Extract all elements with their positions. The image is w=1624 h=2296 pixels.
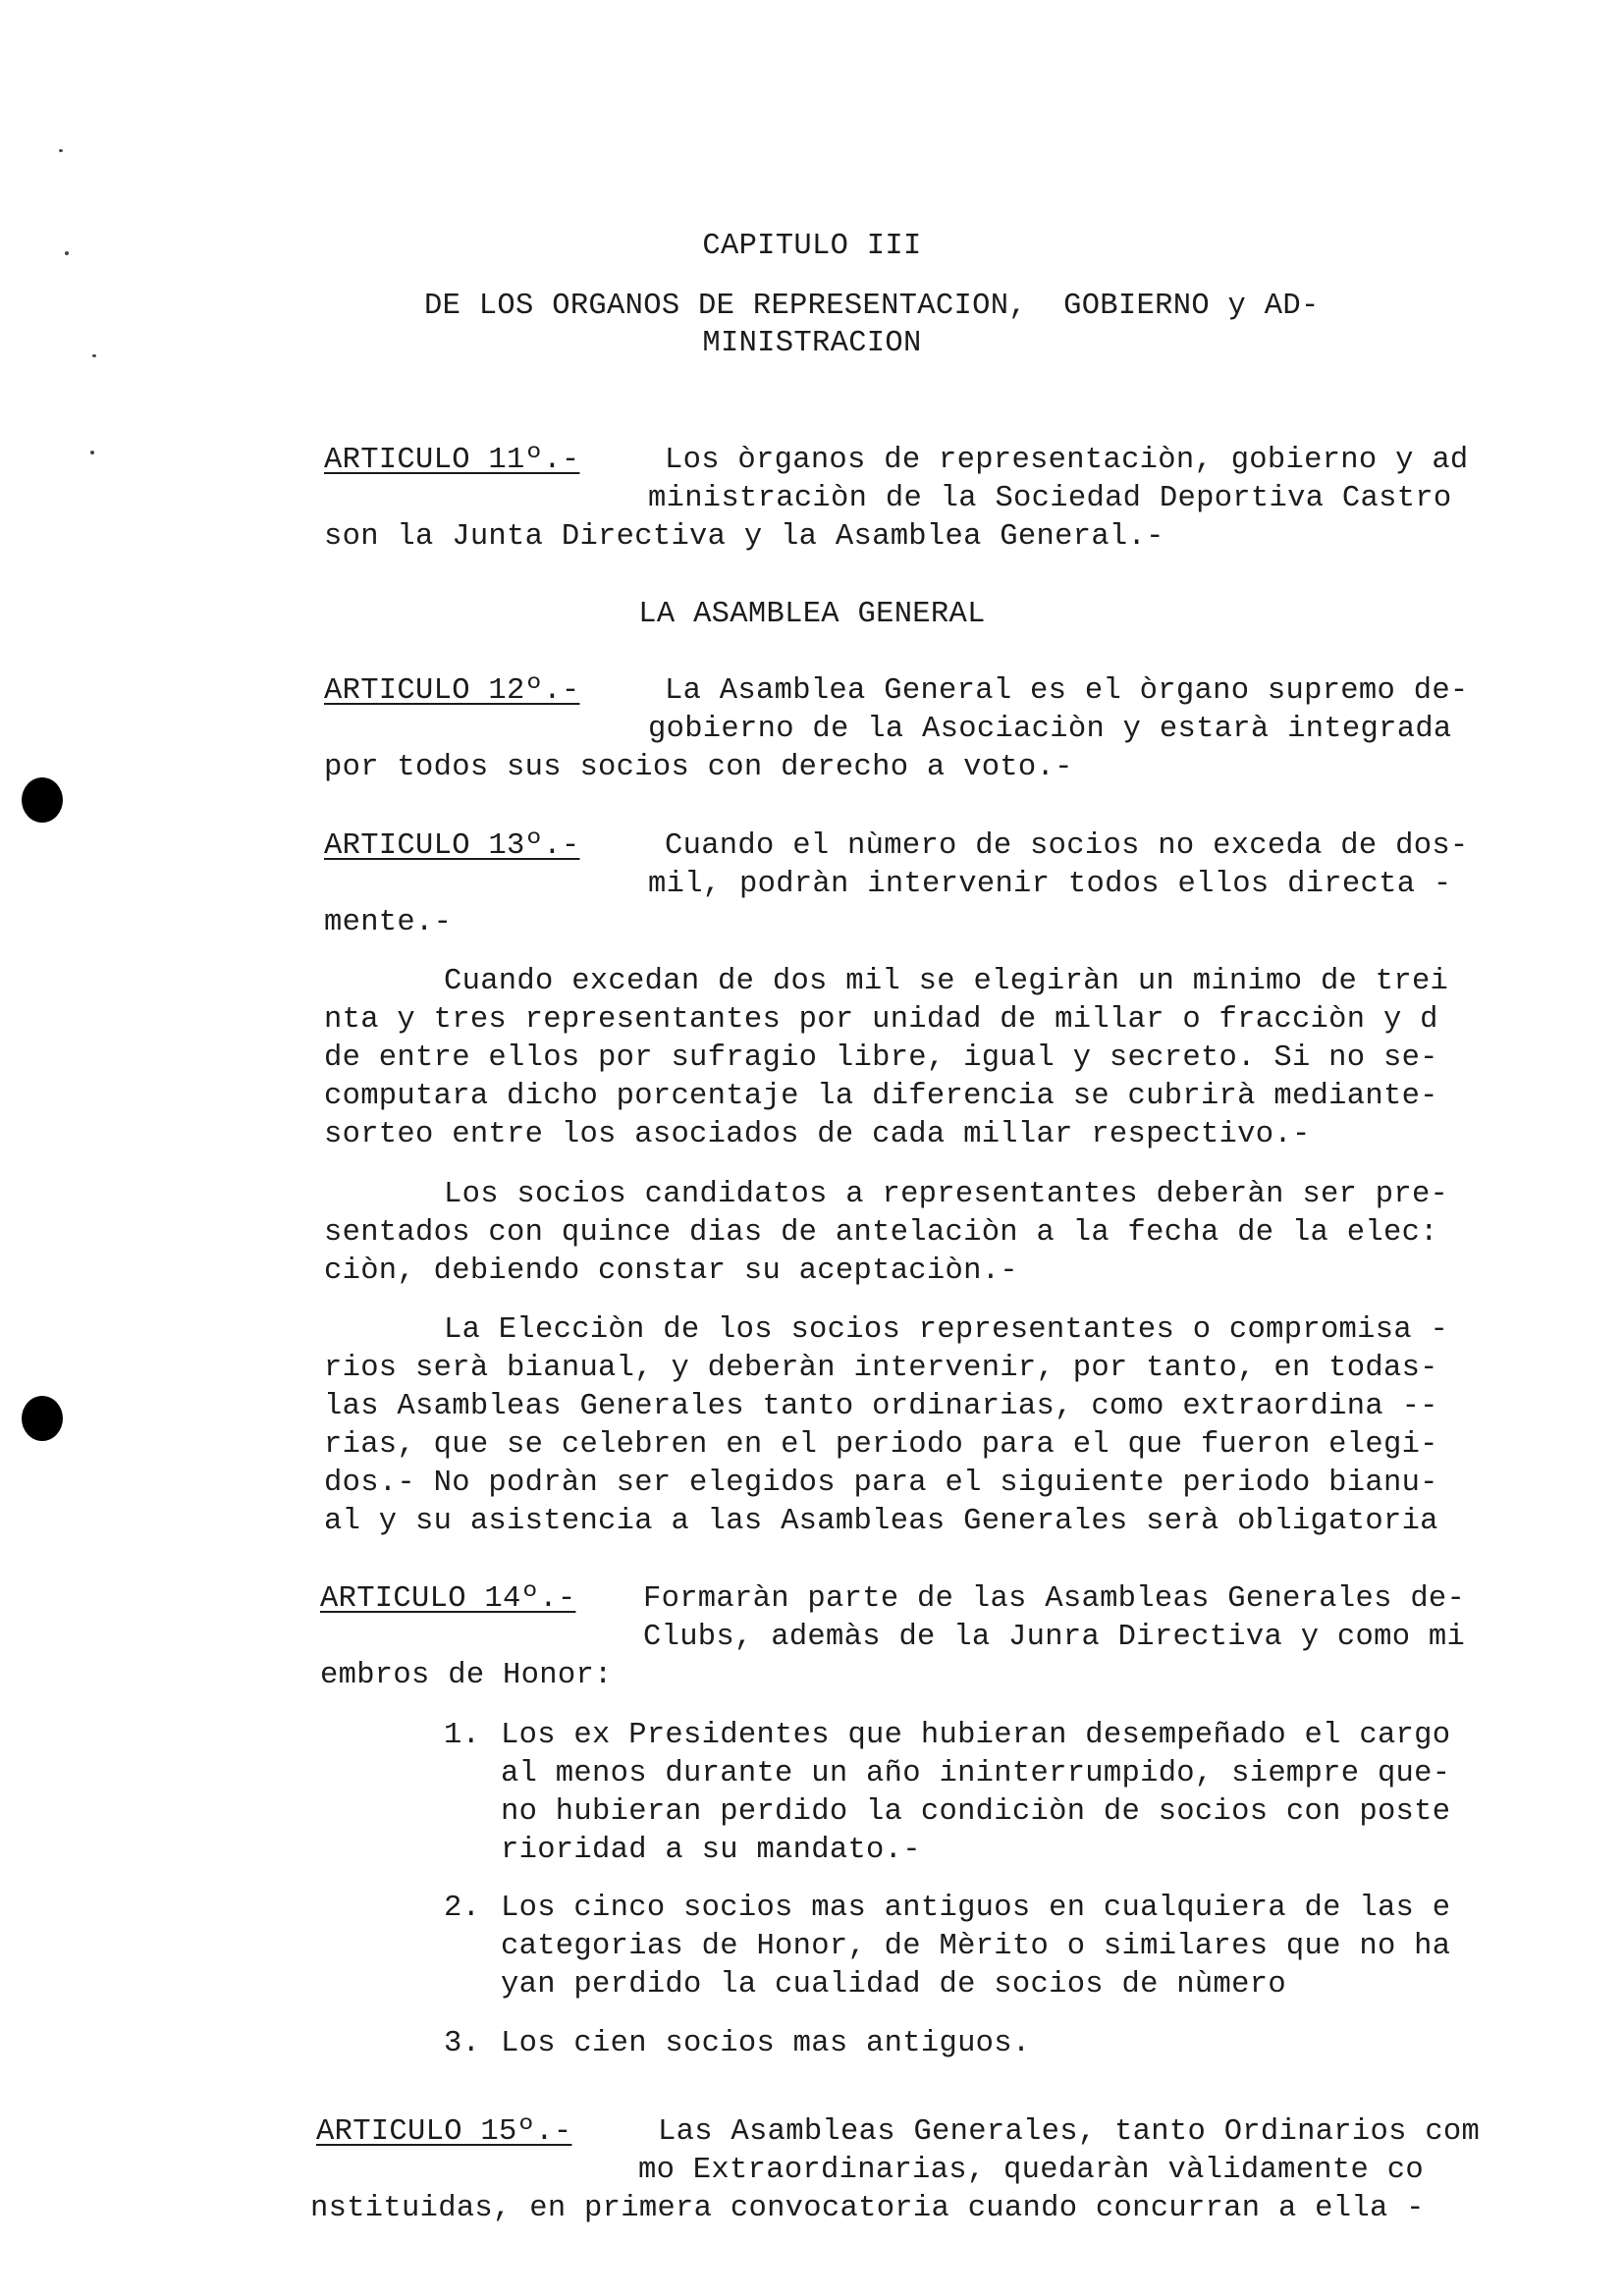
list-item-3-line1: Los cien socios mas antiguos. bbox=[501, 2027, 1031, 2060]
list-item-1-line3: no hubieran perdido la condiciòn de socios con poste bbox=[501, 1795, 1451, 1829]
article-11-line2: ministraciòn de la Sociedad Deportiva Castro bbox=[648, 482, 1452, 515]
article-13-p3-line1: La Elecciòn de los socios representantes o compromisa - bbox=[444, 1313, 1449, 1347]
article-13-p1-line1: Cuando excedan de dos mil se elegiràn un minimo de trei bbox=[444, 965, 1449, 998]
article-12-line2: gobierno de la Asociaciòn y estarà integrada bbox=[648, 713, 1452, 746]
article-13-p2-line1: Los socios candidatos a representantes deberàn ser pre- bbox=[444, 1178, 1449, 1211]
article-15-line3: nstituidas, en primera convocatoria cuando concurran a ella - bbox=[310, 2192, 1425, 2225]
list-item-1-line4: rioridad a su mandato.- bbox=[501, 1834, 921, 1867]
article-13-line3: mente.- bbox=[324, 906, 453, 939]
punch-hole-bottom bbox=[22, 1396, 63, 1441]
article-13-line2: mil, podràn intervenir todos ellos directa - bbox=[648, 868, 1452, 901]
list-item-2-line2: categorias de Honor, de Mèrito o similares que no ha bbox=[501, 1930, 1451, 1963]
list-item-1-number: 1. bbox=[444, 1719, 481, 1752]
list-item-2-line3: yan perdido la cualidad de socios de nùmero bbox=[501, 1968, 1286, 2002]
punch-hole-top bbox=[22, 777, 63, 823]
article-12-line1: La Asamblea General es el òrgano supremo de- bbox=[665, 674, 1469, 708]
article-13-p3-line4: rias, que se celebren en el periodo para el que fueron elegi- bbox=[324, 1428, 1438, 1462]
speck bbox=[90, 451, 94, 454]
article-13-p3-line5: dos.- No podràn ser elegidos para el siguiente periodo bianu- bbox=[324, 1467, 1438, 1500]
chapter-title: CAPITULO III bbox=[702, 230, 922, 263]
article-12-line3: por todos sus socios con derecho a voto.- bbox=[324, 751, 1073, 784]
chapter-subtitle-line1: DE LOS ORGANOS DE REPRESENTACION, GOBIERNO y AD- bbox=[424, 290, 1320, 323]
article-13-p1-line5: sorteo entre los asociados de cada millar respectivo.- bbox=[324, 1118, 1311, 1151]
article-15-label: ARTICULO 15º.- bbox=[316, 2115, 572, 2149]
article-13-p2-line2: sentados con quince dias de antelaciòn a la fecha de la elec: bbox=[324, 1216, 1438, 1250]
list-item-1-line1: Los ex Presidentes que hubieran desempeñado el cargo bbox=[501, 1719, 1451, 1752]
article-11-label: ARTICULO 11º.- bbox=[324, 444, 580, 477]
article-14-line3: embros de Honor: bbox=[320, 1659, 613, 1692]
section-heading: LA ASAMBLEA GENERAL bbox=[638, 598, 986, 631]
list-item-1-line2: al menos durante un año ininterrumpido, siempre que- bbox=[501, 1757, 1451, 1790]
article-14-label: ARTICULO 14º.- bbox=[320, 1582, 576, 1616]
article-13-p1-line4: computara dicho porcentaje la diferencia se cubrirà mediante- bbox=[324, 1080, 1438, 1113]
list-item-2-number: 2. bbox=[444, 1892, 481, 1925]
article-15-line1: Las Asambleas Generales, tanto Ordinarios com bbox=[658, 2115, 1481, 2149]
article-15-line2: mo Extraordinarias, quedaràn vàlidamente co bbox=[638, 2154, 1424, 2187]
article-11-line1: Los òrganos de representaciòn, gobierno y ad bbox=[665, 444, 1469, 477]
chapter-subtitle-line2: MINISTRACION bbox=[702, 327, 922, 360]
article-11-line3: son la Junta Directiva y la Asamblea General.- bbox=[324, 520, 1164, 554]
article-13-p1-line3: de entre ellos por sufragio libre, igual y secreto. Si no se- bbox=[324, 1041, 1438, 1075]
article-13-line1: Cuando el nùmero de socios no exceda de dos- bbox=[665, 829, 1469, 863]
article-13-p2-line3: ciòn, debiendo constar su aceptaciòn.- bbox=[324, 1255, 1018, 1288]
article-12-label: ARTICULO 12º.- bbox=[324, 674, 580, 708]
article-13-p1-line2: nta y tres representantes por unidad de millar o fracciòn y d bbox=[324, 1003, 1438, 1037]
list-item-2-line1: Los cinco socios mas antiguos en cualquiera de las e bbox=[501, 1892, 1451, 1925]
article-13-p3-line3: las Asambleas Generales tanto ordinarias, como extraordina -- bbox=[324, 1390, 1438, 1423]
list-item-3-number: 3. bbox=[444, 2027, 481, 2060]
article-13-p3-line2: rios serà bianual, y deberàn intervenir, por tanto, en todas- bbox=[324, 1352, 1438, 1385]
article-14-line2: Clubs, ademàs de la Junra Directiva y como mi bbox=[643, 1621, 1466, 1654]
speck bbox=[59, 149, 63, 152]
article-13-p3-line6: al y su asistencia a las Asambleas Generales serà obligatoria bbox=[324, 1505, 1438, 1538]
article-14-line1: Formaràn parte de las Asambleas Generales de- bbox=[643, 1582, 1466, 1616]
article-13-label: ARTICULO 13º.- bbox=[324, 829, 580, 863]
